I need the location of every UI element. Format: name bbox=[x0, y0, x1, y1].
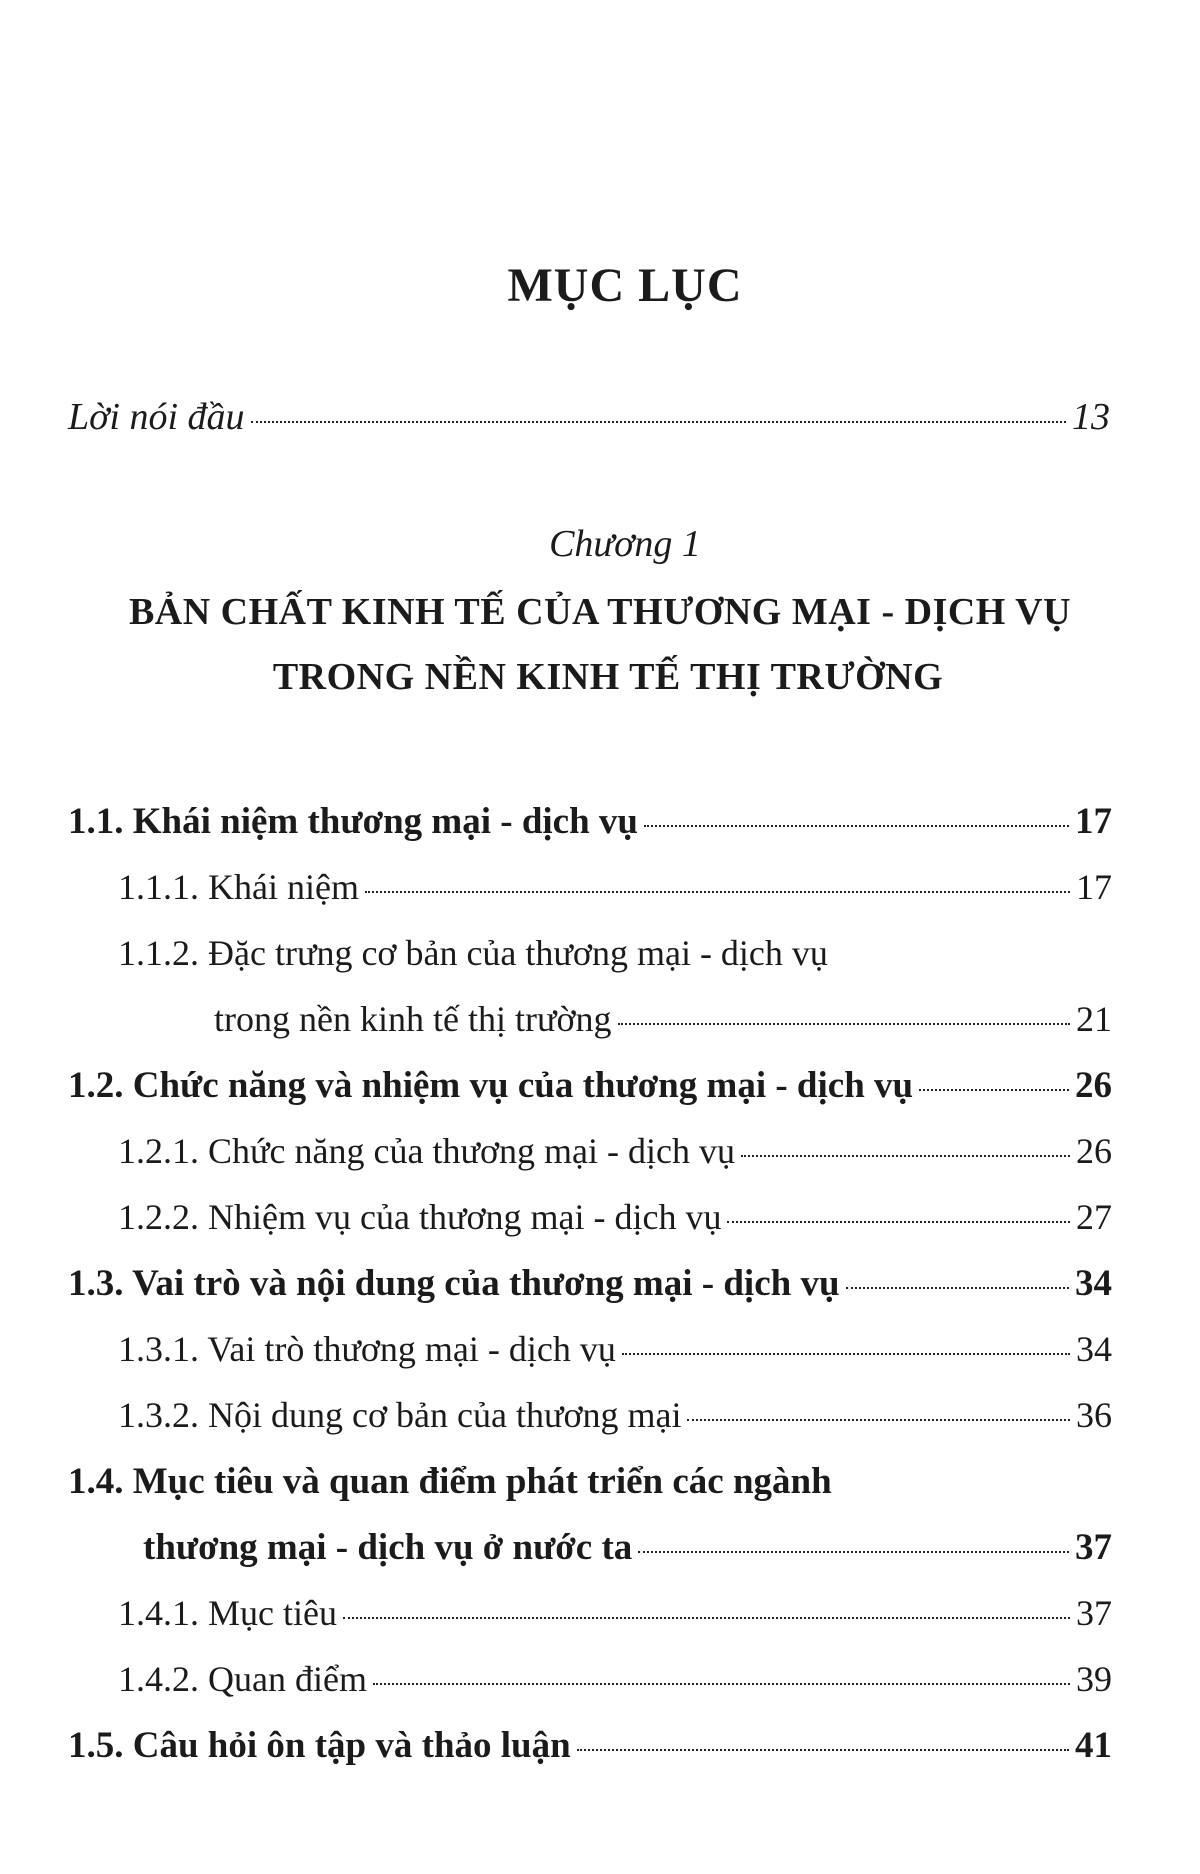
toc-entry-label: trong nền kinh tế thị trường bbox=[214, 999, 612, 1039]
toc-entry-1-5 bbox=[68, 1724, 1112, 1767]
toc-entry-1-1-2-line-1: 1.1.2. Đặc trưng cơ bản của thương mại - dịch vụ bbox=[118, 933, 828, 973]
toc-entry-1-4 bbox=[143, 1526, 1112, 1569]
toc-entry-1-4-line-1: 1.4. Mục tiêu và quan điểm phát triển các ngành bbox=[68, 1461, 832, 1502]
dot-leader bbox=[577, 1749, 1069, 1751]
toc-entry-label: 1.4.1. Mục tiêu bbox=[118, 1593, 337, 1633]
chapter-number: Chương 1 bbox=[549, 523, 701, 565]
toc-page-number: 37 bbox=[1076, 1593, 1112, 1633]
toc-entry-label: 1.2.2. Nhiệm vụ của thương mại - dịch vụ bbox=[118, 1197, 722, 1237]
toc-entry-label: thương mại - dịch vụ ở nước ta bbox=[143, 1527, 633, 1568]
toc-entry-label: 1.1. Khái niệm thương mại - dịch vụ bbox=[68, 801, 639, 842]
toc-entry-label: 1.1.1. Khái niệm bbox=[118, 867, 359, 907]
toc-entry-1-1 bbox=[68, 800, 1112, 843]
toc-page-number: 13 bbox=[1072, 396, 1110, 438]
dot-leader bbox=[638, 1551, 1069, 1553]
toc-page-number: 34 bbox=[1076, 1329, 1112, 1369]
dot-leader bbox=[727, 1221, 1070, 1223]
toc-entry-label: 1.5. Câu hỏi ôn tập và thảo luận bbox=[68, 1725, 571, 1766]
toc-page-number: 37 bbox=[1075, 1527, 1112, 1568]
dot-leader bbox=[618, 1023, 1071, 1025]
toc-entry-label: 1.3. Vai trò và nội dung của thương mại - dịch vụ bbox=[68, 1263, 840, 1304]
toc-page-number: 17 bbox=[1076, 867, 1112, 907]
toc-entry-1-3-2 bbox=[118, 1394, 1112, 1436]
toc-entry-1-2 bbox=[68, 1064, 1112, 1107]
toc-entry-1-2-1 bbox=[118, 1130, 1112, 1172]
toc-page-number: 27 bbox=[1076, 1197, 1112, 1237]
toc-entry-1-4-1 bbox=[118, 1592, 1112, 1634]
toc-entry-1-3-1 bbox=[118, 1328, 1112, 1370]
toc-page-number: 36 bbox=[1076, 1395, 1112, 1435]
toc-entry-label: 1.4.2. Quan điểm bbox=[118, 1659, 367, 1699]
toc-entry-1-2-2 bbox=[118, 1196, 1112, 1238]
toc-page-number: 26 bbox=[1076, 1131, 1112, 1171]
dot-leader bbox=[741, 1155, 1070, 1157]
dot-leader bbox=[365, 891, 1070, 893]
dot-leader bbox=[846, 1287, 1069, 1289]
dot-leader bbox=[919, 1089, 1069, 1091]
toc-entry-1-3 bbox=[68, 1262, 1112, 1305]
toc-page-number: 39 bbox=[1076, 1659, 1112, 1699]
toc-entry-intro bbox=[68, 395, 1110, 439]
toc-entry-label: Lời nói đầu bbox=[68, 396, 245, 438]
page-title: MỤC LỤC bbox=[507, 259, 743, 312]
dot-leader bbox=[622, 1353, 1070, 1355]
toc-page-number: 17 bbox=[1075, 801, 1112, 842]
toc-page-number: 26 bbox=[1075, 1065, 1112, 1106]
toc-page-number: 21 bbox=[1076, 999, 1112, 1039]
dot-leader bbox=[373, 1683, 1070, 1685]
dot-leader bbox=[644, 825, 1069, 827]
toc-page-number: 41 bbox=[1075, 1725, 1112, 1766]
chapter-title-line-2: TRONG NỀN KINH TẾ THỊ TRƯỜNG bbox=[272, 656, 944, 698]
toc-entry-label: 1.3.2. Nội dung cơ bản của thương mại bbox=[118, 1395, 682, 1435]
toc-entry-label: 1.2. Chức năng và nhiệm vụ của thương mại - dịch vụ bbox=[68, 1065, 914, 1106]
toc-page-number: 34 bbox=[1075, 1263, 1112, 1304]
dot-leader bbox=[343, 1617, 1070, 1619]
toc-entry-1-1-2 bbox=[214, 998, 1112, 1040]
toc-entry-1-4-2 bbox=[118, 1658, 1112, 1700]
chapter-title-line-1: BẢN CHẤT KINH TẾ CỦA THƯƠNG MẠI - DỊCH VỤ bbox=[128, 591, 1072, 633]
dot-leader bbox=[251, 421, 1066, 423]
toc-entry-label: 1.2.1. Chức năng của thương mại - dịch vụ bbox=[118, 1131, 735, 1171]
dot-leader bbox=[687, 1419, 1070, 1421]
toc-entry-1-1-1 bbox=[118, 866, 1112, 908]
toc-entry-label: 1.3.1. Vai trò thương mại - dịch vụ bbox=[118, 1329, 616, 1369]
